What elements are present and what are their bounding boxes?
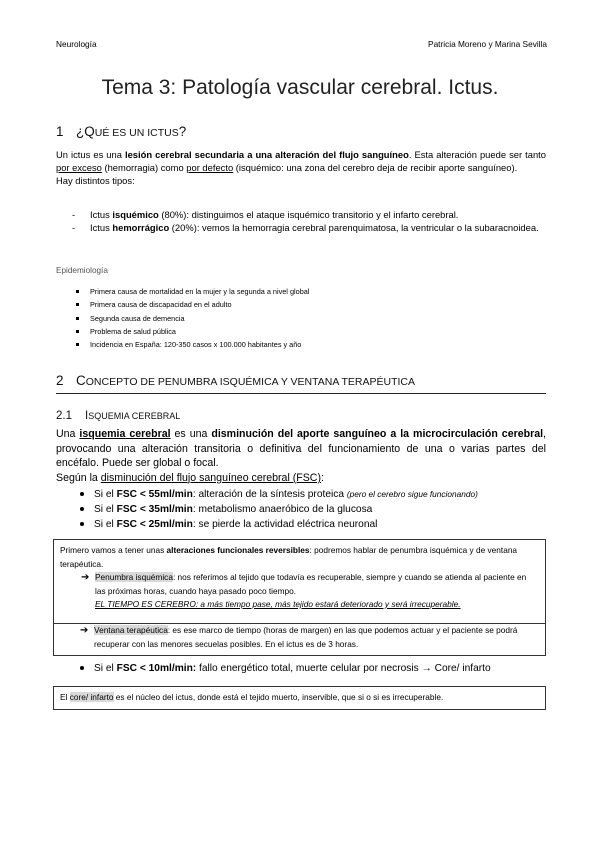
heading-initial: I — [85, 410, 89, 422]
box-intro: Primero vamos a tener unas alteraciones funcionales reversibles: podremos hablar de penumbra isquémica y de ventana terapéutica. — [60, 545, 518, 569]
list-item: Segunda causa de demencia — [76, 312, 309, 325]
ictus-types-list — [72, 208, 546, 234]
list-item: Si el FSC < 35ml/min: metabolismo anaeróbico de la glucosa — [80, 502, 540, 517]
box-continuation — [53, 616, 546, 656]
epidemiology-list — [76, 285, 309, 351]
penumbra-item: ➔ Penumbra isquémica: nos referimos al tejido que todavía es recuperable, siempre y cuando se atienda al paciente en las próximas horas, cuando haya pasado poco tiempo. EL TIEMPO ES CEREBRO: a más tiempo pase, más tejido estará deteriorado y será irrecuperable. — [81, 571, 536, 612]
heading-initial: ¿Q — [76, 124, 95, 139]
heading-end: ? — [178, 124, 187, 139]
ictus-definition: Un ictus es una lesión cerebral secundaria a una alteración del flujo sanguíneo. Esta alteración puede ser tanto por exceso (hemorragia) como por defecto (isquémico: una zona del cerebro deja de recibir aporte sanguíneo). Hay distintos tipos: — [56, 149, 546, 186]
list-item: Si el FSC < 25ml/min: se pierde la actividad eléctrica neuronal — [80, 517, 540, 532]
fsc-list — [80, 487, 540, 532]
list-item: Si el FSC < 10ml/min: fallo energético total, muerte celular por necrosis → Core/ infarto — [80, 661, 540, 676]
core-infarto-box: El core/ infarto es el núcleo del ictus, donde está el tejido muerto, inservible, que si o si es irrecuperable. — [53, 686, 546, 710]
header-authors: Patricia Moreno y Marina Sevilla — [428, 39, 547, 49]
section-number: 2 — [56, 373, 64, 388]
arrow-right-icon: ➔ — [81, 572, 90, 583]
header-subject: Neurología — [56, 39, 97, 49]
ventana-item: ➔ Ventana terapéutica: es ese marco de tiempo (horas de margen) en las que podemos actuar y el paciente se podrá recuperar con las menores secuelas posibles. En el ictus es de 3 horas. — [80, 625, 518, 649]
heading-smallcaps: UÉ ES UN ICTUS — [94, 127, 179, 139]
list-item: - Ictus hemorrágico (20%): vemos la hemorragia cerebral parenquimatosa, la ventricular o la subaracnoidea. — [72, 221, 546, 234]
isquemia-definition: Una isquemia cerebral es una disminución del aporte sanguíneo a la microcirculación cerebral, provocando una alteración transitoria o definitiva del funcionamiento de una o varias partes del encéfalo. Puede ser global o focal. Según la disminución del flujo sanguíneo cerebral (FSC): — [56, 428, 546, 484]
section-1-heading — [56, 124, 186, 139]
reversible-alterations-box — [53, 539, 546, 624]
list-item: Problema de salud pública — [76, 325, 309, 338]
heading-initial: C — [76, 373, 86, 388]
fsc-10-list — [80, 661, 540, 676]
list-item: Si el FSC < 55ml/min: alteración de la síntesis proteica (pero el cerebro sigue funcionando) — [80, 487, 540, 502]
types-intro: Hay distintos tipos: — [56, 174, 135, 186]
subsection-2-1-heading — [56, 410, 180, 422]
section-2-heading — [56, 373, 546, 394]
list-item: Primera causa de mortalidad en la mujer y la segunda a nivel global — [76, 285, 309, 298]
section-number: 1 — [56, 124, 64, 139]
list-item: Incidencia en España: 120-350 casos x 100.000 habitantes y año — [76, 338, 309, 351]
arrow-right-icon: ➔ — [80, 625, 89, 636]
epidemiology-heading: Epidemiología — [56, 266, 108, 275]
list-item: Primera causa de discapacidad en el adulto — [76, 298, 309, 311]
time-is-brain-note: EL TIEMPO ES CEREBRO: a más tiempo pase, más tejido estará deteriorado y será irrecuperable. — [95, 599, 461, 609]
page-title: Tema 3: Patología vascular cerebral. Ictus. — [101, 76, 499, 99]
heading-smallcaps: ONCEPTO DE PENUMBRA ISQUÉMICA Y VENTANA TERAPÉUTICA — [85, 376, 416, 388]
heading-smallcaps: SQUEMIA CEREBRAL — [88, 411, 181, 421]
subsection-number: 2.1 — [56, 410, 72, 422]
list-item: - Ictus isquémico (80%): distinguimos el ataque isquémico transitorio y el infarto cerebral. — [72, 208, 546, 221]
fsc-intro: Según la disminución del flujo sanguíneo cerebral (FSC): — [56, 471, 324, 484]
